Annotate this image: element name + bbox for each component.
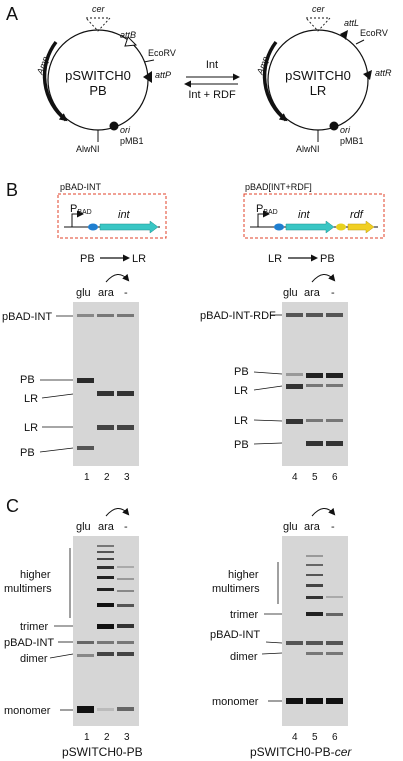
gene-int-left-label: int (118, 209, 130, 221)
lane-number-2: 2 (104, 472, 110, 483)
gel-band (306, 441, 323, 446)
gel-band (326, 419, 343, 422)
lane-number-c4: 4 (292, 732, 298, 743)
lane-number-c2: 2 (104, 732, 110, 743)
lane-header-minus-c: - (124, 521, 128, 533)
lane-number-5: 5 (312, 472, 318, 483)
label-multimers: multimers (4, 583, 52, 595)
gel-c-right (282, 536, 348, 726)
gel-band (117, 641, 134, 644)
lane-header-glu-right: glu (283, 287, 298, 299)
gel-band (117, 425, 134, 430)
gel-band (326, 613, 343, 616)
panel-c-letter: C (6, 496, 19, 516)
band-label-pbad-int-rdf: pBAD-INT-RDF (200, 310, 276, 322)
label-pbad-int-c-right: pBAD-INT (210, 629, 261, 641)
rdf-gene-icon (348, 221, 374, 233)
curved-arrow-icon (312, 274, 334, 282)
lane-header-ara-c: ara (98, 521, 114, 533)
gel-band (77, 641, 94, 644)
label-trimer: trimer (20, 621, 49, 633)
rdf-operator-icon (336, 224, 346, 231)
gel-band (286, 384, 303, 389)
lane-header-minus-right: - (331, 287, 335, 299)
lane-number-c5: 5 (312, 732, 318, 743)
gel-band (306, 384, 323, 387)
attr-label: attR (375, 68, 392, 78)
lane-number-c1: 1 (84, 732, 90, 743)
gel-band (97, 391, 114, 396)
ecorv-label-right: EcoRV (360, 28, 388, 38)
band-label-pb-right-2: PB (234, 439, 249, 451)
lane-number-4: 4 (292, 472, 298, 483)
gel-b-right (282, 302, 348, 466)
gel-band (97, 641, 114, 644)
ori-dot-icon (110, 122, 119, 131)
label-pbad-int-c: pBAD-INT (4, 637, 55, 649)
gene-int-right-label: int (298, 209, 310, 221)
lane-number-c6: 6 (332, 732, 338, 743)
gel-band (97, 588, 114, 591)
gene-rdf-label: rdf (350, 209, 363, 221)
gel-band (326, 384, 343, 387)
panel-a-letter: A (6, 4, 19, 24)
gel-b-left (73, 302, 139, 466)
label-multimers-right: multimers (212, 583, 260, 595)
band-label-lr-right-2: LR (234, 415, 249, 427)
band-label-lr: LR (24, 393, 39, 405)
caption-left: pSWITCH0-PB (62, 745, 143, 759)
gel-band (97, 708, 114, 711)
curved-arrow-icon (312, 508, 334, 516)
promoter-left-label: PBAD (70, 203, 92, 216)
amp-label-right: Amp (254, 54, 271, 76)
plasmid-pb-state: PB (89, 83, 107, 98)
lane-number-6: 6 (332, 472, 338, 483)
gel-band (286, 698, 303, 704)
gel-band (306, 574, 323, 576)
gel-band (306, 584, 323, 587)
gel-band (97, 576, 114, 579)
band-label-pb-2: PB (20, 447, 35, 459)
gel-band (286, 641, 303, 645)
reverse-reaction-label: Int + RDF (188, 89, 236, 101)
gel-band (97, 314, 114, 317)
gel-band (306, 313, 323, 317)
plasmid-pb-name: pSWITCH0 (65, 68, 131, 83)
gel-band (97, 603, 114, 607)
gel-band (326, 373, 343, 378)
band-label-lr-right: LR (234, 385, 249, 397)
lane-header-ara-c-right: ara (304, 521, 320, 533)
gel-band (77, 706, 94, 713)
label-trimer-right: trimer (230, 609, 259, 621)
pmb1-label: pMB1 (120, 136, 144, 146)
int-gene-right-icon (286, 221, 334, 233)
gel-band (117, 707, 134, 711)
lane-header-glu-c-right: glu (283, 521, 298, 533)
label-higher: higher (20, 569, 51, 581)
gel-band (306, 596, 323, 599)
plasmid-lr-state: LR (309, 83, 327, 98)
label-monomer-right: monomer (212, 696, 259, 708)
gel-band (306, 419, 323, 422)
gel-band (286, 419, 303, 424)
gel-band (97, 545, 114, 547)
band-label-pb: PB (20, 374, 35, 386)
gel-band (306, 373, 323, 378)
gel-band (97, 425, 114, 430)
band-label-lr-2: LR (24, 422, 39, 434)
construct-left-title: pBAD-INT (60, 182, 102, 192)
curved-arrow-icon (106, 274, 128, 282)
lane-header-glu-c: glu (76, 521, 91, 533)
label-monomer: monomer (4, 705, 51, 717)
ecorv-label: EcoRV (148, 48, 176, 58)
gel-band (77, 446, 94, 450)
gel-band (97, 624, 114, 629)
reaction-left-to: LR (132, 253, 147, 265)
gel-band (306, 564, 323, 566)
gel-band (97, 566, 114, 569)
gel-band (326, 596, 343, 598)
gel-band (306, 612, 323, 616)
operator-right-icon (274, 224, 284, 231)
reaction-right-from: LR (268, 253, 283, 265)
gel-band (117, 652, 134, 656)
construct-right-box (244, 194, 384, 238)
cer-label-right: cer (312, 4, 325, 14)
gel-band (77, 378, 94, 383)
attl-label: attL (344, 18, 360, 28)
gel-band (97, 551, 114, 553)
gel-band (77, 654, 94, 657)
gel-band (326, 698, 343, 704)
attp-label: attP (155, 70, 172, 80)
lane-header-minus-c-right: - (331, 521, 335, 533)
lane-number-c3: 3 (124, 732, 130, 743)
attb-label: attB (120, 30, 137, 40)
gel-band (306, 698, 323, 704)
gel-band (117, 590, 134, 592)
curved-arrow-icon (106, 508, 128, 516)
band-label-pb-right: PB (234, 366, 249, 378)
reaction-right-to: PB (320, 253, 335, 265)
amp-label: Amp (34, 54, 51, 76)
pmb1-label-right: pMB1 (340, 136, 364, 146)
band-label-pbad-int: pBAD-INT (2, 311, 53, 323)
gel-band (117, 314, 134, 317)
gel-band (117, 604, 134, 607)
gel-c-left (73, 536, 139, 726)
cer-region-icon (306, 18, 330, 31)
lane-header-minus: - (124, 287, 128, 299)
alwni-label-right: AlwNI (296, 144, 320, 154)
gel-band (326, 313, 343, 317)
lane-header-ara-right: ara (304, 287, 320, 299)
gel-band (326, 652, 343, 655)
panel-b-letter: B (6, 180, 19, 200)
label-dimer: dimer (20, 653, 48, 665)
construct-right-title: pBAD[INT+RDF] (245, 182, 312, 192)
gel-band (117, 391, 134, 396)
gel-band (97, 652, 114, 656)
reaction-left-from: PB (80, 253, 95, 265)
lane-number-3: 3 (124, 472, 130, 483)
promoter-right-label: PBAD (256, 203, 278, 216)
label-higher-right: higher (228, 569, 259, 581)
gel-band (306, 555, 323, 557)
plasmid-lr (255, 4, 392, 154)
gel-band (326, 641, 343, 645)
int-gene-left-icon (100, 221, 158, 233)
lane-header-glu: glu (76, 287, 91, 299)
gel-band (97, 558, 114, 560)
gel-band (286, 373, 303, 376)
gel-band (326, 441, 343, 446)
gel-band (306, 641, 323, 645)
gel-band (117, 624, 134, 628)
cer-label: cer (92, 4, 105, 14)
ori-label: ori (120, 125, 131, 135)
label-dimer-right: dimer (230, 651, 258, 663)
lane-header-ara: ara (98, 287, 114, 299)
ori-label-right: ori (340, 125, 351, 135)
operator-left-icon (88, 224, 98, 231)
caption-right: pSWITCH0-PB-cer (250, 745, 352, 759)
ori-dot-icon (330, 122, 339, 131)
alwni-label: AlwNI (76, 144, 100, 154)
gel-band (117, 578, 134, 580)
gel-band (117, 566, 134, 568)
gel-band (77, 314, 94, 317)
cer-region-icon (86, 18, 110, 31)
lane-number-1: 1 (84, 472, 90, 483)
plasmid-lr-name: pSWITCH0 (285, 68, 351, 83)
gel-band (306, 652, 323, 655)
forward-reaction-label: Int (205, 59, 219, 71)
plasmid-pb (35, 4, 176, 154)
gel-band (286, 313, 303, 317)
